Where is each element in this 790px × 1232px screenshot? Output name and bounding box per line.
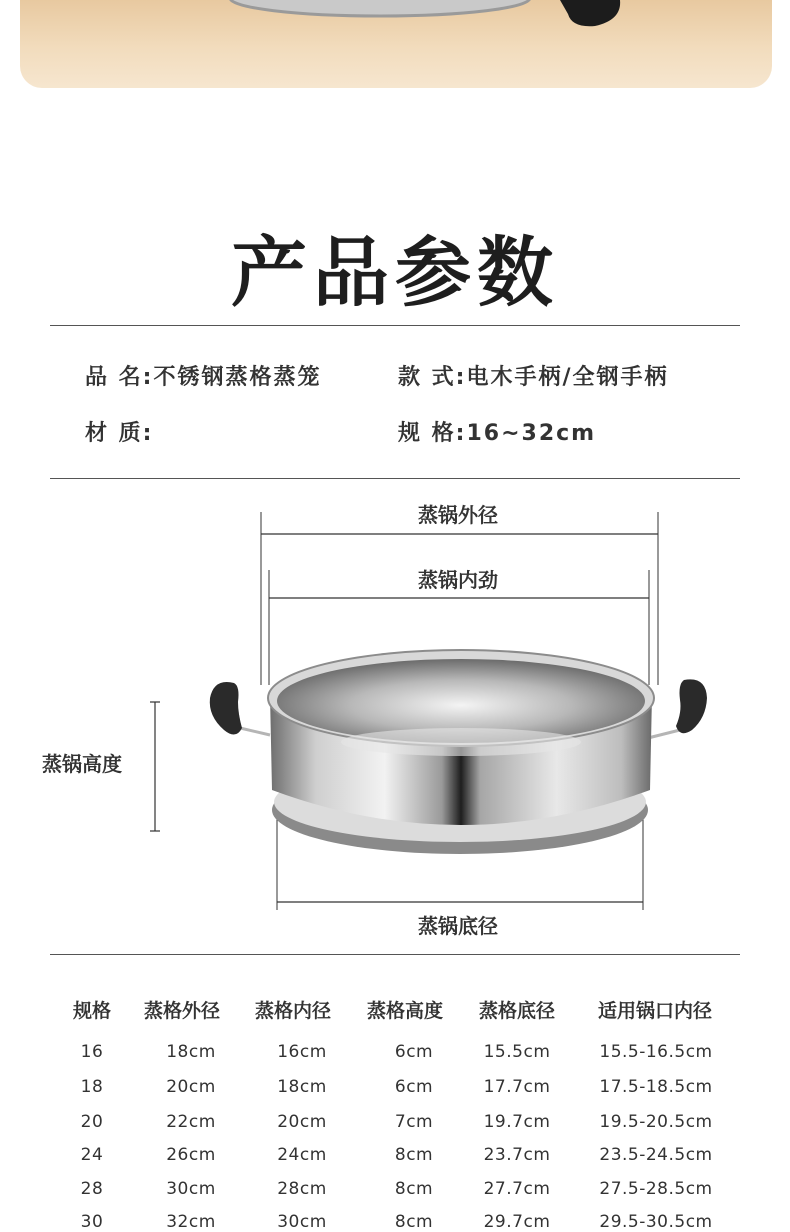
table-cell: 28cm (277, 1179, 327, 1199)
spec-name: 品 名:不锈钢蒸格蒸笼 (85, 365, 322, 390)
banner-photo (20, 0, 772, 88)
label-outer-diameter: 蒸锅外径 (418, 503, 498, 527)
table-cell: 8cm (394, 1212, 434, 1232)
table-cell: 6cm (394, 1042, 434, 1062)
top-banner-image (20, 0, 772, 88)
table-header-inner: 蒸格内径 (254, 1000, 332, 1022)
table-cell: 19.5-20.5cm (599, 1112, 713, 1132)
table-cell: 17.7cm (483, 1077, 551, 1097)
table-cell: 18cm (277, 1077, 327, 1097)
table-cell: 16 (80, 1042, 104, 1062)
label-height: 蒸锅高度 (42, 752, 122, 776)
table-header-size: 规格 (72, 1000, 112, 1022)
spec-style: 款 式:电木手柄/全钢手柄 (398, 365, 669, 390)
table-cell: 19.7cm (483, 1112, 551, 1132)
table-cell: 6cm (394, 1077, 434, 1097)
table-cell: 26cm (166, 1145, 216, 1165)
table-header-base: 蒸格底径 (478, 1000, 556, 1022)
table-cell: 8cm (394, 1145, 434, 1165)
table-cell: 20cm (166, 1077, 216, 1097)
table-cell: 18 (80, 1077, 104, 1097)
label-inner-diameter: 蒸锅内劲 (418, 568, 498, 592)
spec-size: 规 格:16~32cm (398, 421, 597, 446)
table-cell: 20cm (277, 1112, 327, 1132)
table-cell: 16cm (277, 1042, 327, 1062)
table-header-pot: 适用锅口内径 (597, 1000, 713, 1022)
table-cell: 18cm (166, 1042, 216, 1062)
table-cell: 17.5-18.5cm (599, 1077, 713, 1097)
table-cell: 30cm (166, 1179, 216, 1199)
table-cell: 30cm (277, 1212, 327, 1232)
divider-top (50, 325, 740, 326)
table-cell: 15.5cm (483, 1042, 551, 1062)
table-cell: 20 (80, 1112, 104, 1132)
table-cell: 24 (80, 1145, 104, 1165)
divider-bottom (50, 954, 740, 955)
table-cell: 23.5-24.5cm (599, 1145, 713, 1165)
table-cell: 27.5-28.5cm (599, 1179, 713, 1199)
spec-material: 材 质: (85, 421, 154, 446)
table-cell: 30 (80, 1212, 104, 1232)
table-cell: 28 (80, 1179, 104, 1199)
table-cell: 27.7cm (483, 1179, 551, 1199)
table-cell: 29.7cm (483, 1212, 551, 1232)
table-cell: 24cm (277, 1145, 327, 1165)
divider-middle (50, 478, 740, 479)
table-cell: 29.5-30.5cm (599, 1212, 713, 1232)
table-header-height: 蒸格高度 (366, 1000, 444, 1022)
table-cell: 32cm (166, 1212, 216, 1232)
table-header-outer: 蒸格外径 (143, 1000, 221, 1022)
table-cell: 23.7cm (483, 1145, 551, 1165)
table-cell: 7cm (394, 1112, 434, 1132)
steamer-diagram (0, 480, 790, 950)
table-cell: 8cm (394, 1179, 434, 1199)
table-cell: 22cm (166, 1112, 216, 1132)
page-title: 产品参数 (231, 228, 559, 317)
table-cell: 15.5-16.5cm (599, 1042, 713, 1062)
label-base-diameter: 蒸锅底径 (418, 914, 498, 938)
